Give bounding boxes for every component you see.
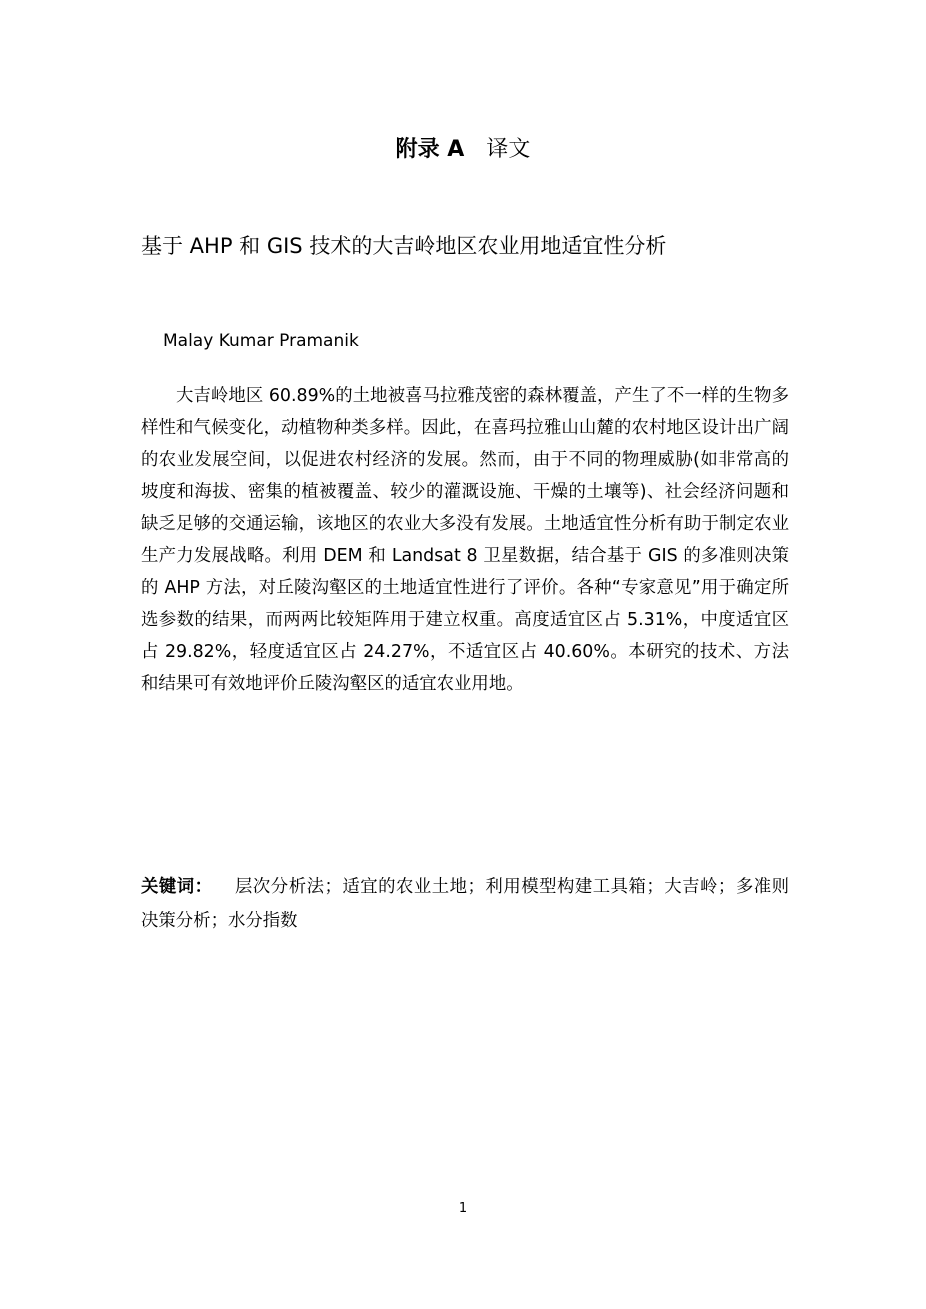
abstract-paragraph: 大吉岭地区 60.89%的土地被喜马拉雅茂密的森林覆盖，产生了不一样的生物多样性和气候变化，动植物种类多样。因此，在喜玛拉雅山山麓的农村地区设计出广阔的农业发展空间，以促进农村经济的发展。然而，由于不同的物理威胁(如非常高的坡度和海拔、密集的植被覆盖、较少的灌溉设施、干燥的土壤等)、社会经济问题和缺乏足够的交通运输，该地区的农业大多没有发展。土地适宜性分析有助于制定农业生产力发展战略。利用 DEM 和 Landsat 8 卫星数据，结合基于 GIS 的多准则决策的 AHP 方法，对丘陵沟壑区的土地适宜性进行了评价。各种“专家意见”用于确定所选参数的结果，而两两比较矩阵用于建立权重。高度适宜区占 5.31%，中度适宜区占 29.82%，轻度适宜区占 24.27%，不适宜区占 40.60%。本研究的技术、方法和结果可有效地评价丘陵沟壑区的适宜农业用地。 (141, 386, 789, 694)
appendix-heading (0, 134, 926, 166)
appendix-title: 译文 (486, 137, 531, 162)
keywords-label: 关键词： (141, 877, 213, 897)
keywords-paragraph (141, 870, 789, 938)
keywords-text: 层次分析法；适宜的农业土地；利用模型构建工具箱；大吉岭；多准则决策分析；水分指数 (141, 877, 789, 931)
paper-title: 基于 AHP 和 GIS 技术的大吉岭地区农业用地适宜性分析 (141, 234, 667, 258)
page-number: 1 (458, 1201, 468, 1216)
appendix-label: 附录 A (395, 137, 465, 162)
author-name: Malay Kumar Pramanik (163, 331, 359, 351)
